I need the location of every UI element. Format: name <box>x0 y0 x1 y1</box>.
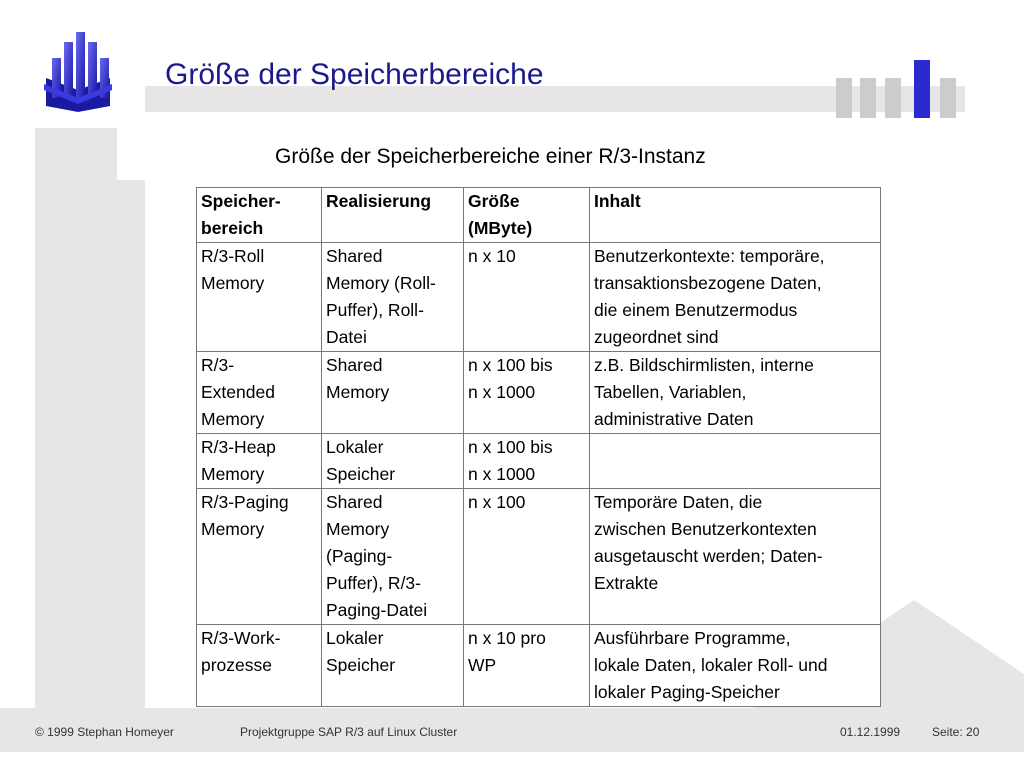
table-cell <box>590 434 881 489</box>
table-cell: z.B. Bildschirmlisten, interne Tabellen, Variablen, administrative Daten <box>590 352 881 434</box>
table-cell: Shared Memory (Roll- Puffer), Roll- Datei <box>322 243 464 352</box>
table-cell: R/3- Extended Memory <box>197 352 322 434</box>
table-row <box>197 352 881 434</box>
table-cell: R/3-Heap Memory <box>197 434 322 489</box>
table-cell: Temporäre Daten, die zwischen Benutzerkontexten ausgetauscht werden; Daten- Extrakte <box>590 489 881 625</box>
decor-bar <box>860 78 876 118</box>
footer-page-number: Seite: 20 <box>932 725 980 739</box>
memory-areas-table <box>196 187 881 707</box>
table-cell: R/3-Roll Memory <box>197 243 322 352</box>
table-row <box>197 243 881 352</box>
left-decor-panel-step <box>117 180 145 708</box>
table-cell: n x 100 <box>464 489 590 625</box>
column-header: Größe (MByte) <box>464 188 590 243</box>
table-cell: n x 100 bis n x 1000 <box>464 434 590 489</box>
table-cell: Lokaler Speicher <box>322 434 464 489</box>
table-caption: Größe der Speicherbereiche einer R/3-Instanz <box>275 145 706 168</box>
table-cell: n x 100 bis n x 1000 <box>464 352 590 434</box>
table-row <box>197 489 881 625</box>
decor-bar <box>940 78 956 118</box>
table-row <box>197 625 881 707</box>
university-logo-icon <box>40 28 116 112</box>
table-cell: n x 10 pro WP <box>464 625 590 707</box>
decor-bar-accent <box>914 60 930 118</box>
table-header-row <box>197 188 881 243</box>
table-cell: Benutzerkontexte: temporäre, transaktionsbezogene Daten, die einem Benutzermodus zugeordnet sind <box>590 243 881 352</box>
table-body <box>197 243 881 707</box>
table-cell: Shared Memory (Paging- Puffer), R/3- Paging-Datei <box>322 489 464 625</box>
decor-bar <box>885 78 901 118</box>
left-decor-panel <box>35 128 117 708</box>
table-cell: Shared Memory <box>322 352 464 434</box>
column-header: Speicher- bereich <box>197 188 322 243</box>
table-cell: Lokaler Speicher <box>322 625 464 707</box>
table-row <box>197 434 881 489</box>
table-cell: R/3-Work- prozesse <box>197 625 322 707</box>
footer-copyright: © 1999 Stephan Homeyer <box>35 725 174 739</box>
column-header: Inhalt <box>590 188 881 243</box>
table-cell: Ausführbare Programme, lokale Daten, lokaler Roll- und lokaler Paging-Speicher <box>590 625 881 707</box>
column-header: Realisierung <box>322 188 464 243</box>
table-cell: R/3-Paging Memory <box>197 489 322 625</box>
footer-project: Projektgruppe SAP R/3 auf Linux Cluster <box>240 725 458 739</box>
table-cell: n x 10 <box>464 243 590 352</box>
page-title: Größe der Speicherbereiche <box>165 58 544 91</box>
footer-date: 01.12.1999 <box>840 725 901 739</box>
decor-bar <box>836 78 852 118</box>
